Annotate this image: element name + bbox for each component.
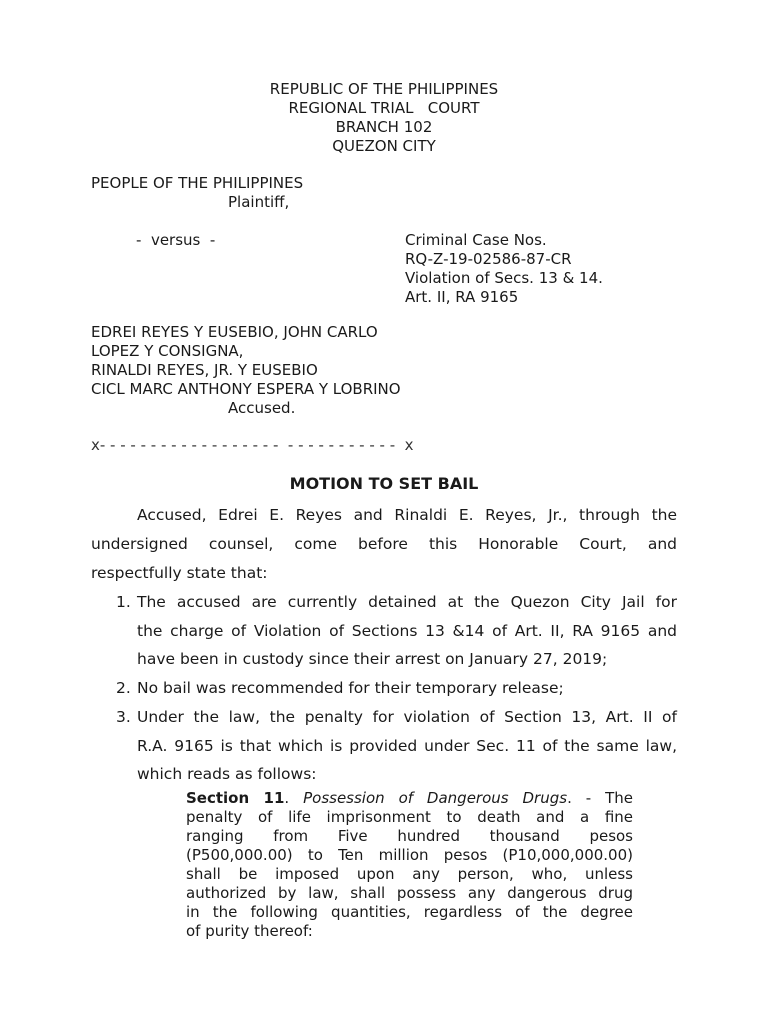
quote-line-5: shall be imposed upon any person, who, unless xyxy=(186,865,633,883)
case-label: Criminal Case Nos. xyxy=(405,231,547,249)
item-1-line-3: have been in custody since their arrest on January 27, 2019; xyxy=(137,650,608,668)
document-title: MOTION TO SET BAIL xyxy=(289,474,479,493)
caption-branch: BRANCH 102 xyxy=(335,118,433,136)
quote-line-3: ranging from Five hundred thousand pesos xyxy=(186,827,633,845)
plaintiff-name: PEOPLE OF THE PHILIPPINES xyxy=(91,174,304,192)
quote-line-1: Section 11. Possession of Dangerous Drugs. - The xyxy=(186,789,633,807)
item-1-line-2: the charge of Violation of Sections 13 &14 of Art. II, RA 9165 and xyxy=(137,622,677,640)
item-3-line-2: R.A. 9165 is that which is provided under Sec. 11 of the same law, xyxy=(137,737,677,755)
accused-line-3: RINALDI REYES, JR. Y EUSEBIO xyxy=(91,361,318,379)
item-1-line-1: The accused are currently detained at the Quezon City Jail for xyxy=(137,593,677,611)
quote-section-title: Possession of Dangerous Drugs xyxy=(303,789,568,807)
item-3-number: 3. xyxy=(116,708,131,726)
case-violation: Violation of Secs. 13 & 14. xyxy=(405,269,603,287)
separator-line: x- - - - - - - - - - - - - - - - - - - - - - - - - - - - - x xyxy=(91,436,414,454)
court-caption xyxy=(0,80,768,156)
quote-line-7: in the following quantities, regardless of the degree xyxy=(186,903,633,921)
item-2-line-1: No bail was recommended for their temporary release; xyxy=(137,679,564,697)
quote-line-8: of purity thereof: xyxy=(186,922,313,940)
item-1-number: 1. xyxy=(116,593,131,611)
accused-line-2: LOPEZ Y CONSIGNA, xyxy=(91,342,244,360)
item-3-line-1: Under the law, the penalty for violation of Section 13, Art. II of xyxy=(137,708,677,726)
accused-role: Accused. xyxy=(228,399,296,417)
quote-section-label: Section 11 xyxy=(186,789,285,807)
caption-city: QUEZON CITY xyxy=(332,137,436,155)
item-2-number: 2. xyxy=(116,679,131,697)
case-law: Art. II, RA 9165 xyxy=(405,288,519,306)
item-3-line-3: which reads as follows: xyxy=(137,765,317,783)
quote-line-1-rest: . - The xyxy=(567,789,633,807)
quote-line-2: penalty of life imprisonment to death and a fine xyxy=(186,808,633,826)
plaintiff-role: Plaintiff, xyxy=(228,193,290,211)
intro-line-3: respectfully state that: xyxy=(91,564,268,582)
intro-line-1: Accused, Edrei E. Reyes and Rinaldi E. Reyes, Jr., through the xyxy=(137,506,677,524)
quote-line-6: authorized by law, shall possess any dangerous drug xyxy=(186,884,633,902)
versus-label: - versus - xyxy=(136,231,216,249)
quote-line-4: (P500,000.00) to Ten million pesos (P10,000,000.00) xyxy=(186,846,633,864)
accused-line-1: EDREI REYES Y EUSEBIO, JOHN CARLO xyxy=(91,323,378,341)
intro-line-2: undersigned counsel, come before this Honorable Court, and xyxy=(91,535,677,553)
caption-court: REGIONAL TRIAL COURT xyxy=(288,99,480,117)
case-number: RQ-Z-19-02586-87-CR xyxy=(405,250,572,268)
accused-line-4: CICL MARC ANTHONY ESPERA Y LOBRINO xyxy=(91,380,401,398)
caption-republic: REPUBLIC OF THE PHILIPPINES xyxy=(269,80,499,98)
